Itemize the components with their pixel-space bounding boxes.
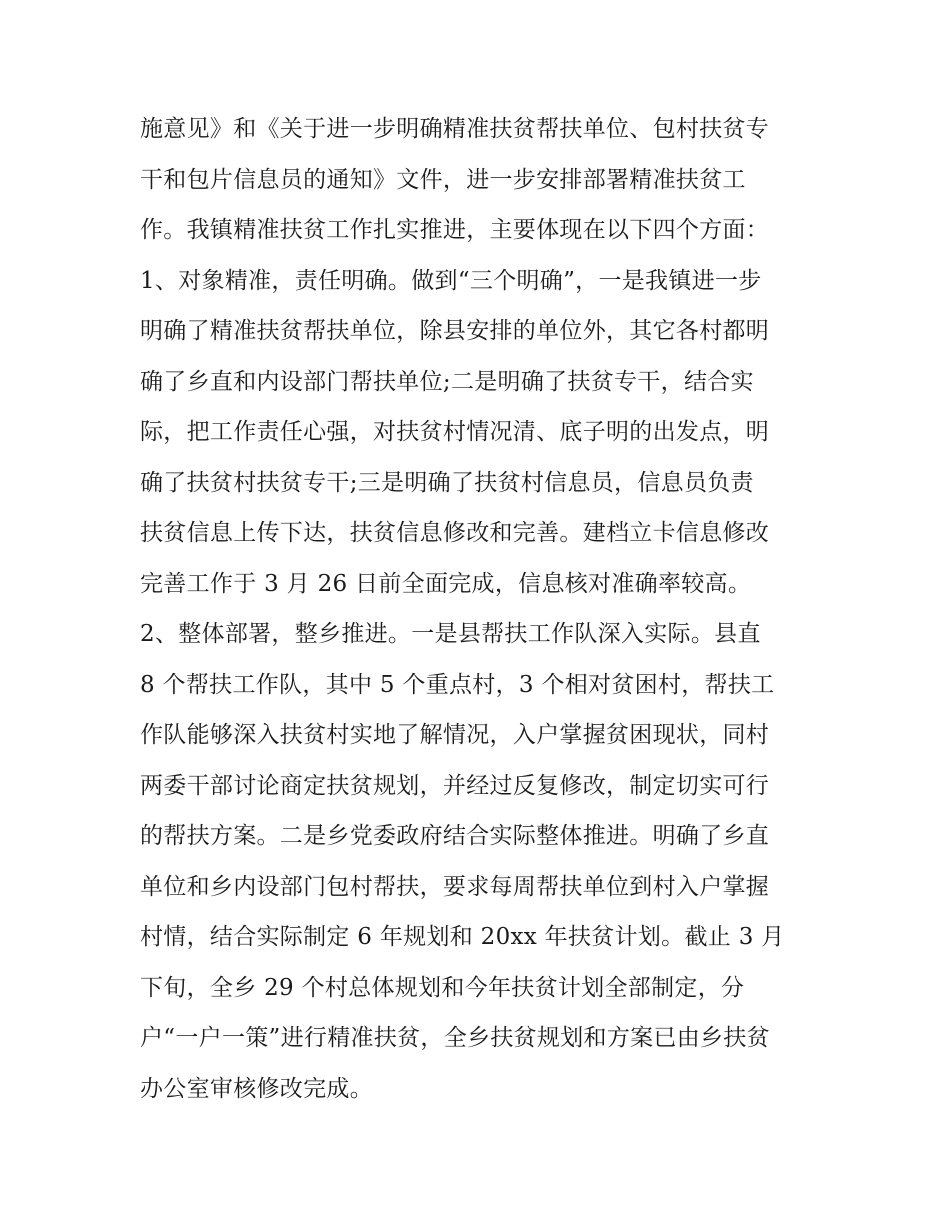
text-line: 扶贫信息上传下达，扶贫信息修改和完善。建档立卡信息修改 (140, 520, 770, 546)
text-line: 干和包片信息员的通知》文件，进一步安排部署精准扶贫工 (140, 166, 746, 193)
body-text (140, 104, 840, 1114)
text-line: 1、对象精准，责任明确。做到“三个明确”，一是我镇进一步 (140, 267, 762, 294)
text-line: 确了乡直和内设部门帮扶单位;二是明确了扶贫专干，结合实 (140, 368, 754, 395)
text-line: 确了扶贫村扶贫专干;三是明确了扶贫村信息员，信息员负责 (140, 469, 754, 496)
text-line: 2、整体部署，整乡推进。一是县帮扶工作队深入实际。县直 (140, 621, 761, 647)
text-line: 村情，结合实际制定 6 年规划和 20xx 年扶贫计划。截止 3 月 (140, 924, 785, 950)
text-line: 8 个帮扶工作队，其中 5 个重点村，3 个相对贫困村，帮扶工 (140, 671, 775, 698)
text-line: 明确了精准扶贫帮扶单位，除县安排的单位外，其它各村都明 (140, 318, 770, 344)
text-line: 下旬，全乡 29 个村总体规划和今年扶贫计划全部制定，分 (140, 974, 745, 1001)
text-line: 作队能够深入扶贫村实地了解情况，入户掌握贫困现状，同村 (140, 722, 770, 748)
text-line: 户“一户一策”进行精准扶贫，全乡扶贫规划和方案已由乡扶贫 (140, 1025, 770, 1051)
text-line: 际，把工作责任心强，对扶贫村情况清、底子明的出发点，明 (140, 419, 770, 445)
text-line: 施意见》和《关于进一步明确精准扶贫帮扶单位、包村扶贫专 (140, 116, 770, 142)
text-line: 两委干部讨论商定扶贫规划，并经过反复修改，制定切实可行 (140, 772, 770, 799)
text-line: 办公室审核修改完成。 (140, 1075, 373, 1102)
text-line: 的帮扶方案。二是乡党委政府结合实际整体推进。明确了乡直 (140, 823, 770, 849)
text-line: 完善工作于 3 月 26 日前全面完成，信息核对准确率较高。 (140, 570, 752, 597)
text-line: 作。我镇精准扶贫工作扎实推进，主要体现在以下四个方面： (140, 217, 770, 243)
text-line: 单位和乡内设部门包村帮扶，要求每周帮扶单位到村入户掌握 (140, 873, 770, 900)
